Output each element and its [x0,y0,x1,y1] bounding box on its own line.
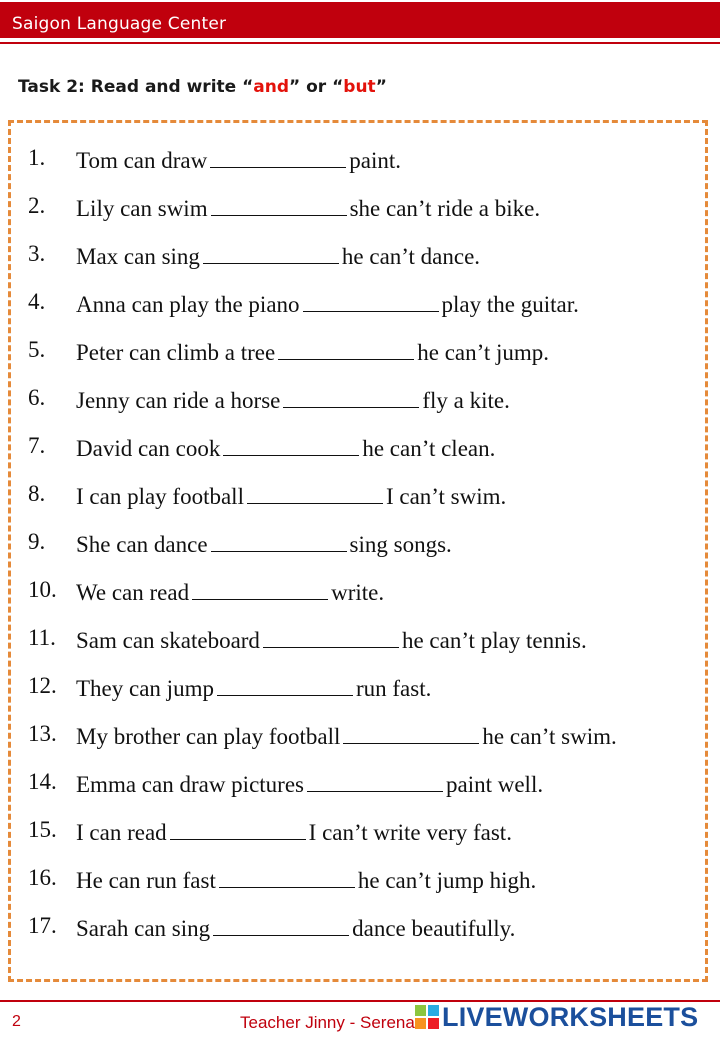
sentence-before: Max can sing [76,244,200,269]
sentence-after: he can’t jump. [417,340,550,365]
exercise-sentence [76,193,540,222]
exercise-sentence [76,673,431,702]
sentence-before: We can read [76,580,190,605]
sentence-after: I can’t swim. [385,484,507,509]
exercise-item [0,817,720,847]
sentence-before: Sam can skateboard [76,628,260,653]
answer-blank[interactable] [211,193,347,216]
sentence-after: write. [331,580,385,605]
exercise-sentence [76,481,506,510]
sentence-before: I can read [76,820,167,845]
exercise-number: 15. [28,817,57,842]
exercise-sentence [76,145,401,174]
sentence-after: dance beautifully. [352,916,516,941]
exercise-sentence [76,241,480,270]
sentence-before: Lily can swim [76,196,208,221]
task-title [18,77,387,97]
exercise-item [0,481,720,511]
exercise-item [0,145,720,175]
page-number: 2 [12,1013,21,1030]
exercise-sentence [76,433,495,462]
exercise-item [0,193,720,223]
sentence-before: David can cook [76,436,221,461]
exercise-number: 14. [28,769,57,794]
exercise-item [0,289,720,319]
exercise-item [0,673,720,703]
sentence-after: fly a kite. [422,388,510,413]
exercise-item [0,337,720,367]
sentence-after: sing songs. [349,532,452,557]
answer-blank[interactable] [343,721,479,744]
sentence-before: Sarah can sing [76,916,211,941]
exercise-number: 6. [28,385,46,410]
keyword-and: and [253,77,290,97]
exercise-item [0,721,720,751]
teacher-credit: Teacher Jinny - Serena [240,1013,415,1032]
exercise-sentence [76,865,536,894]
answer-blank[interactable] [203,241,339,264]
header-bar [0,2,720,38]
exercise-number: 11. [28,625,56,650]
sentence-before: I can play football [76,484,244,509]
exercise-number: 9. [28,529,46,554]
task-middle: ” or “ [289,77,344,97]
exercise-item [0,385,720,415]
exercise-number: 3. [28,241,46,266]
answer-blank[interactable] [263,625,399,648]
exercise-item [0,577,720,607]
sentence-after: he can’t swim. [482,724,617,749]
sentence-after: he can’t clean. [362,436,496,461]
answer-blank[interactable] [170,817,306,840]
answer-blank[interactable] [283,385,419,408]
answer-blank[interactable] [223,433,359,456]
sentence-before: Jenny can ride a horse [76,388,281,413]
task-prefix: Task 2: Read and write “ [18,77,254,97]
answer-blank[interactable] [247,481,383,504]
answer-blank[interactable] [219,865,355,888]
exercise-sentence [76,289,579,318]
liveworksheets-logo [414,1002,698,1032]
sentence-after: play the guitar. [441,292,579,317]
exercise-item [0,529,720,559]
sentence-before: Peter can climb a tree [76,340,276,365]
exercise-sentence [76,577,384,606]
task-suffix: ” [375,77,387,97]
exercise-item [0,433,720,463]
exercise-sentence [76,913,515,942]
answer-blank[interactable] [217,673,353,696]
sentence-after: I can’t write very fast. [308,820,512,845]
sentence-after: he can’t jump high. [357,868,537,893]
exercise-sentence [76,769,543,798]
answer-blank[interactable] [213,913,349,936]
header-title: Saigon Language Center [12,14,227,34]
exercise-item [0,241,720,271]
exercise-number: 1. [28,145,46,170]
sentence-before: Tom can draw [76,148,208,173]
exercise-item [0,913,720,943]
exercise-sentence [76,529,452,558]
exercise-sentence [76,337,549,366]
exercise-sentence [76,721,617,750]
exercise-number: 10. [28,577,57,602]
answer-blank[interactable] [192,577,328,600]
exercise-item [0,769,720,799]
exercise-number: 2. [28,193,46,218]
sentence-before: Anna can play the piano [76,292,300,317]
sentence-after: paint. [349,148,401,173]
exercise-number: 12. [28,673,57,698]
answer-blank[interactable] [210,145,346,168]
exercise-number: 4. [28,289,46,314]
exercise-number: 13. [28,721,57,746]
exercise-number: 8. [28,481,46,506]
answer-blank[interactable] [303,289,439,312]
keyword-but: but [343,77,376,97]
sentence-before: He can run fast [76,868,216,893]
answer-blank[interactable] [278,337,414,360]
exercise-number: 7. [28,433,46,458]
sentence-after: he can’t play tennis. [401,628,587,653]
exercise-sentence [76,385,510,414]
sentence-before: Emma can draw pictures [76,772,304,797]
sentence-before: She can dance [76,532,208,557]
exercise-sentence [76,625,587,654]
sentence-after: run fast. [355,676,432,701]
exercise-number: 16. [28,865,57,890]
sentence-after: paint well. [446,772,544,797]
exercise-item [0,625,720,655]
sentence-before: My brother can play football [76,724,341,749]
sentence-before: They can jump [76,676,214,701]
sentence-after: she can’t ride a bike. [349,196,541,221]
answer-blank[interactable] [211,529,347,552]
exercise-number: 5. [28,337,46,362]
answer-blank[interactable] [307,769,443,792]
liveworksheets-logo-icon [414,1004,440,1030]
liveworksheets-brand: LIVEWORKSHEETS [442,1001,699,1032]
header-divider [0,42,720,44]
sentence-after: he can’t dance. [341,244,481,269]
exercise-item [0,865,720,895]
exercise-sentence [76,817,512,846]
exercise-number: 17. [28,913,57,938]
